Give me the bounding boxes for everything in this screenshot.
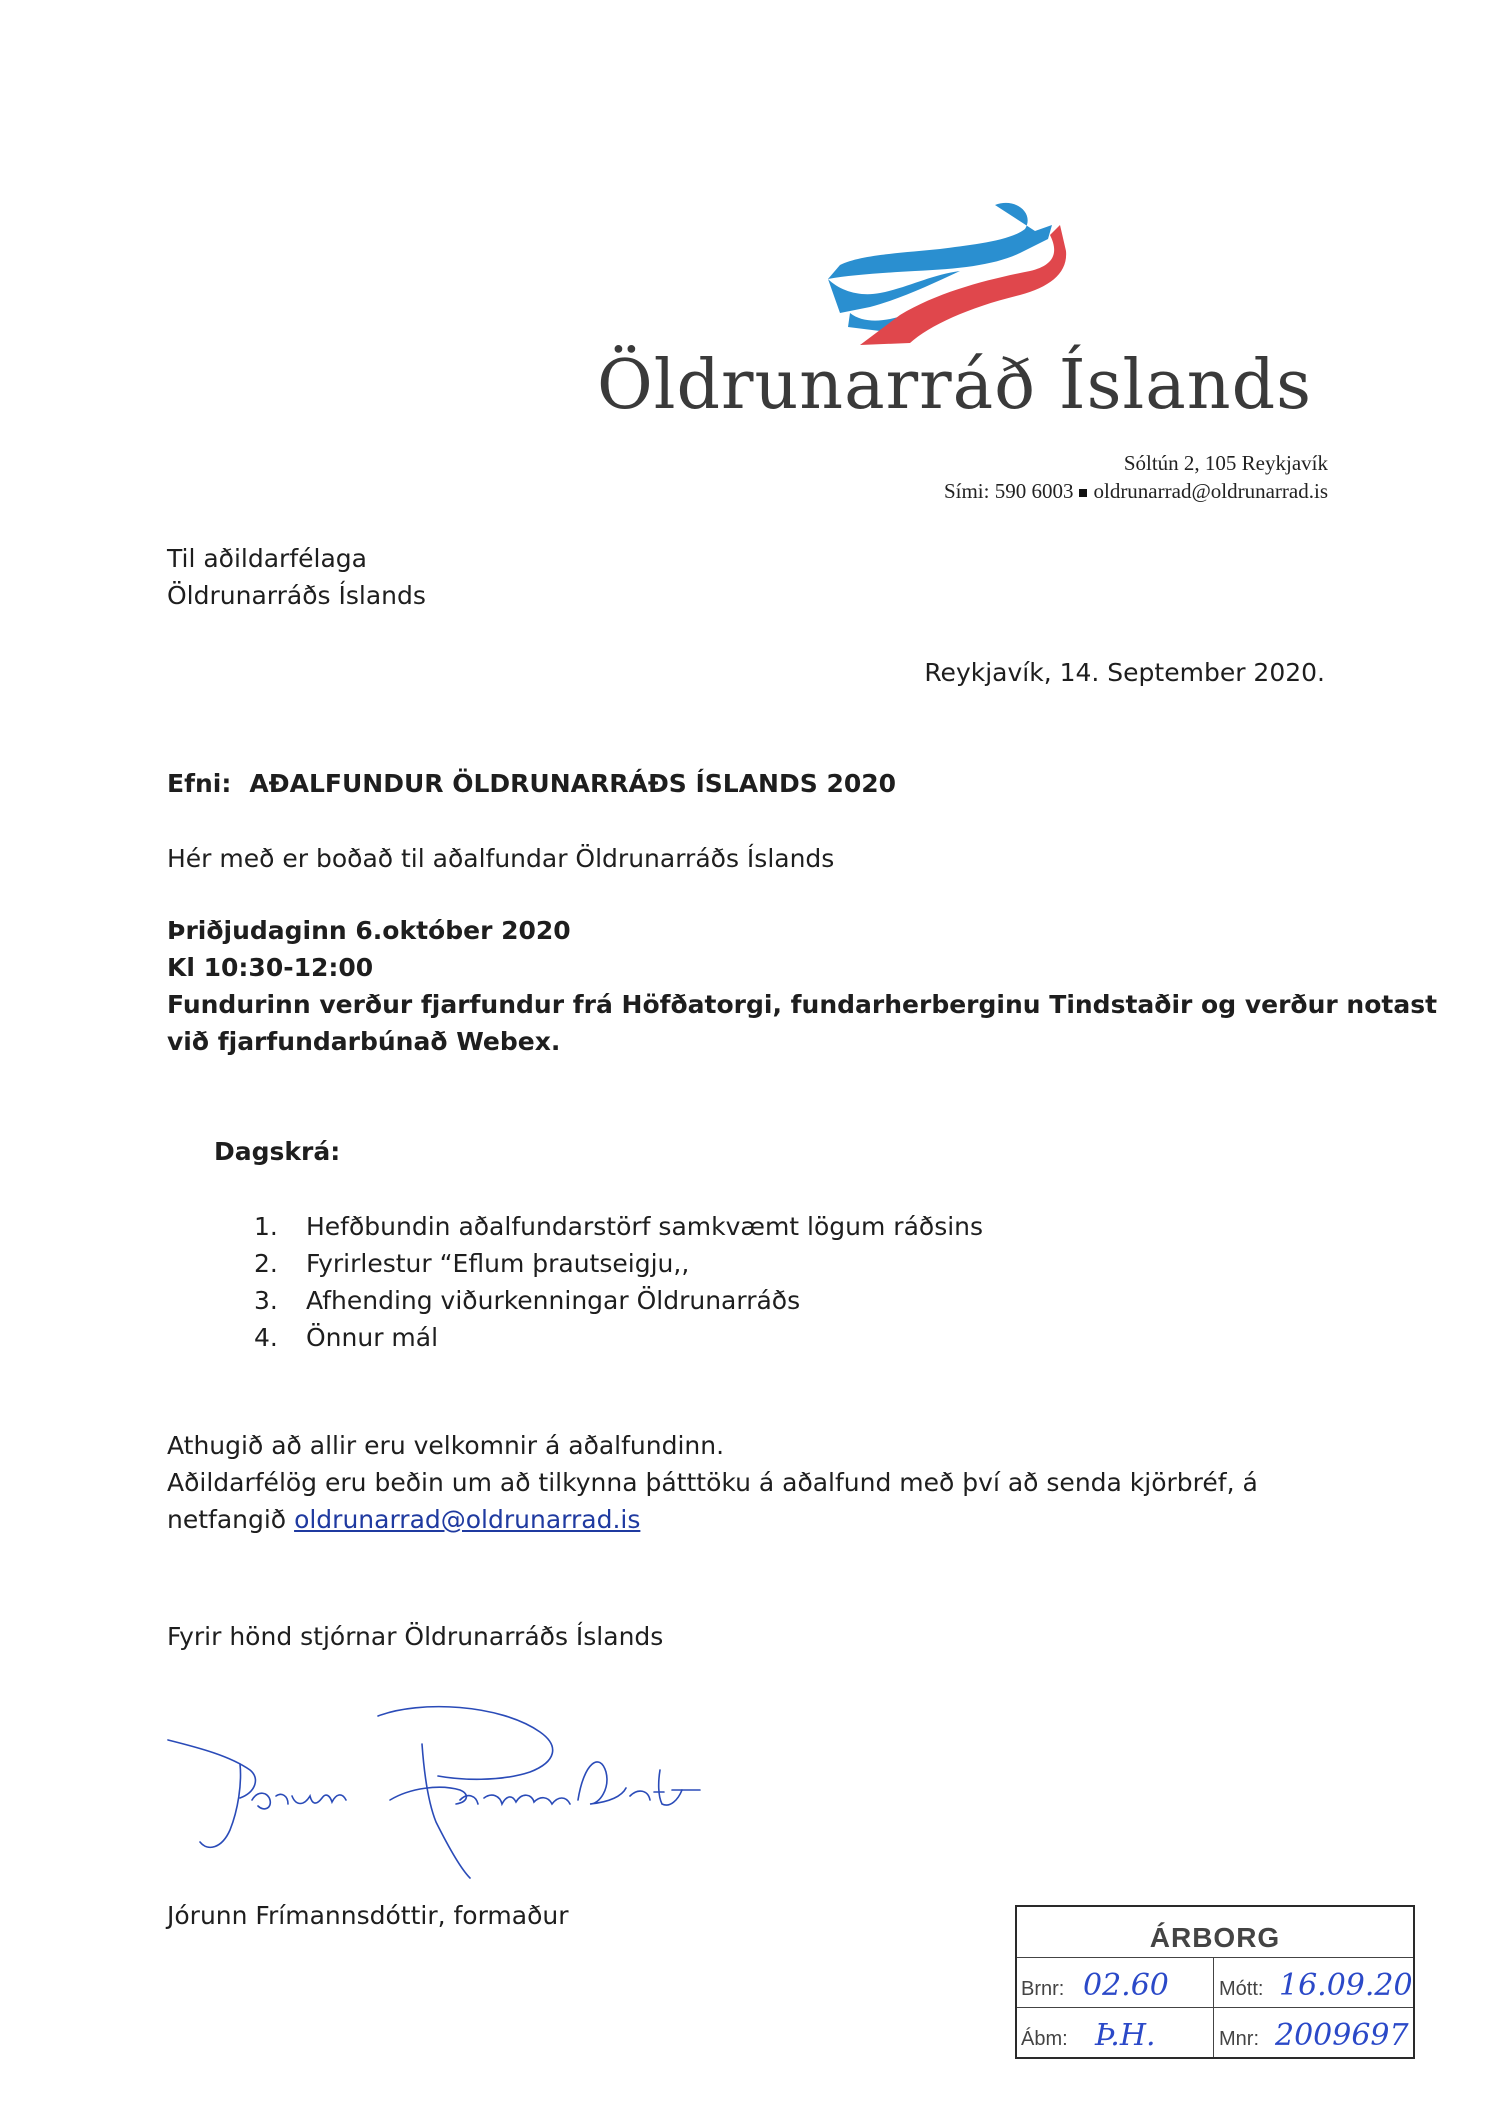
phone-number: Sími: 590 6003	[943, 479, 1074, 503]
organization-contact	[944, 479, 1328, 504]
agenda-title: Dagskrá:	[214, 1137, 341, 1166]
square-bullet-icon	[1079, 489, 1087, 497]
stamp-label-mott: Mótt:	[1219, 1978, 1264, 2000]
signer-name: Jórunn Frímannsdóttir, formaður	[167, 1901, 569, 1930]
stamp-title: ÁRBORG	[1017, 1907, 1413, 1958]
note-prefix: netfangið	[167, 1505, 295, 1534]
agenda-item	[254, 1319, 983, 1356]
subject-label: Efni:	[167, 769, 232, 798]
stamp-value-brnr: 02.60	[1083, 1968, 1169, 2003]
recipient-line: Til aðildarfélaga	[167, 544, 367, 573]
agenda-item-number: 2.	[254, 1249, 278, 1278]
email-link[interactable]: oldrunarrad@oldrunarrad.is	[294, 1505, 641, 1534]
closing-line: Fyrir hönd stjórnar Öldrunarráðs Íslands	[167, 1622, 664, 1651]
meeting-day: Þriðjudaginn 6.október 2020	[167, 916, 571, 945]
agenda-item-text: Fyrirlestur “Eflum þrautseigju,,	[306, 1249, 690, 1278]
recipient-line: Öldrunarráðs Íslands	[167, 581, 426, 610]
recipient-block	[167, 540, 426, 614]
organization-name: Öldrunarráð Íslands	[596, 346, 1312, 425]
intro-text: Hér með er boðað til aðalfundar Öldrunarráðs Íslands	[167, 844, 835, 873]
flag-ribbon-logo-icon	[820, 195, 1120, 355]
agenda-item-number: 1.	[254, 1212, 278, 1241]
contact-email[interactable]: oldrunarrad@oldrunarrad.is	[1093, 479, 1328, 503]
agenda-item	[254, 1245, 983, 1282]
note-line: Athugið að allir eru velkomnir á aðalfundinn.	[167, 1431, 725, 1460]
note-line	[167, 1501, 1258, 1538]
agenda-item	[254, 1282, 983, 1319]
agenda-item-number: 3.	[254, 1286, 278, 1315]
date-line: Reykjavík, 14. September 2020.	[924, 658, 1325, 687]
stamp-label-abm: Ábm:	[1021, 2028, 1068, 2050]
stamp-label-brnr: Brnr:	[1021, 1978, 1065, 2000]
stamp-label-mnr: Mnr:	[1219, 2028, 1259, 2050]
handwritten-signature	[160, 1692, 820, 1882]
meeting-location: við fjarfundarbúnað Webex.	[167, 1027, 561, 1056]
stamp-value-mnr: 2009697	[1275, 2018, 1409, 2053]
subject-line	[167, 765, 896, 802]
stamp-row	[1017, 1958, 1413, 2008]
agenda-list	[254, 1208, 983, 1356]
note-line: Aðildarfélög eru beðin um að tilkynna þátttöku á aðalfund með því að senda kjörbréf, á	[167, 1468, 1258, 1497]
subject-text: AÐALFUNDUR ÖLDRUNARRÁÐS ÍSLANDS 2020	[249, 769, 897, 798]
note-block	[167, 1427, 1258, 1538]
agenda-item-text: Hefðbundin aðalfundarstörf samkvæmt lögum ráðsins	[306, 1212, 984, 1241]
stamp-value-mott: 16.09.20	[1279, 1968, 1413, 2003]
meeting-location: Fundurinn verður fjarfundur frá Höfðatorgi, fundarherberginu Tindstaðir og verður notast	[167, 990, 1438, 1019]
stamp-row	[1017, 2008, 1413, 2057]
stamp-value-abm: Þ.H.	[1095, 2018, 1156, 2053]
agenda-item-text: Afhending viðurkenningar Öldrunarráðs	[306, 1286, 801, 1315]
agenda-item	[254, 1208, 983, 1245]
agenda-item-text: Önnur mál	[306, 1323, 439, 1352]
meeting-time: Kl 10:30-12:00	[167, 953, 374, 982]
agenda-item-number: 4.	[254, 1323, 278, 1352]
receipt-stamp	[1015, 1905, 1415, 2059]
meeting-details	[167, 912, 1437, 1060]
organization-address: Sóltún 2, 105 Reykjavík	[1123, 451, 1328, 475]
